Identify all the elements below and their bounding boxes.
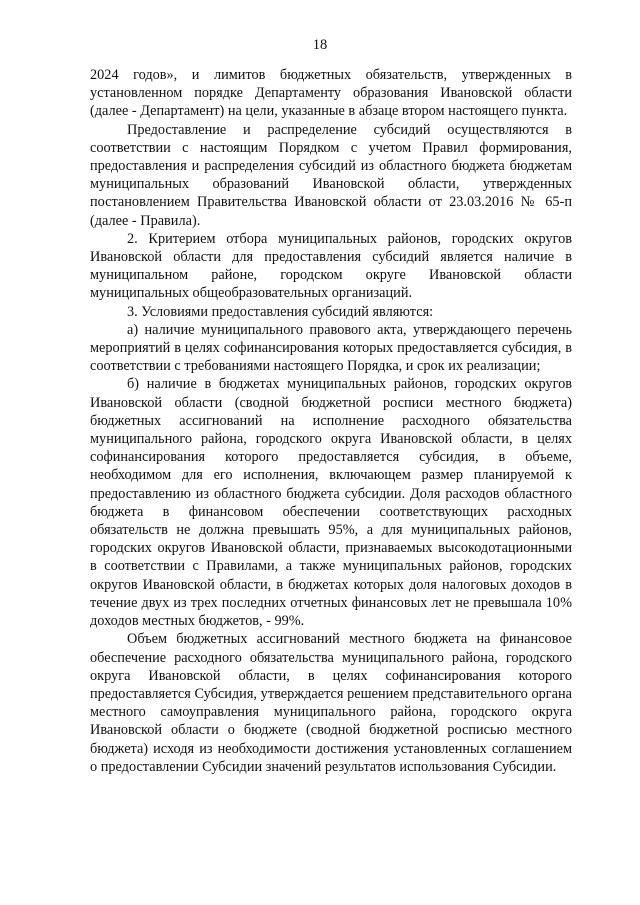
paragraph-budget-allocation: Объем бюджетных ассигнований местного бюджета на финансовое обеспечение расходного обязательства муниципального района, городского округа Ивановской области, в целях софинансирования которого предоставляется Субсидия, утверждается решением представительного органа местного самоуправления муниципального района, городского округа Ивановской области о бюджете (сводной бюджетной росписью местного бюджета) исходя из необходимости достижения установленных соглашением о предоставлении Субсидии значений результатов использования Субсидии. [90, 631, 572, 775]
paragraph-conditions-heading: 3. Условиями предоставления субсидий являются: [127, 303, 434, 320]
paragraph-continuation: 2024 годов», и лимитов бюджетных обязательств, утвержденных в установленном порядке Департаменту образования Ивановской области (далее - Департамент) на цели, указанные в абзаце втором настоящего пункта. [90, 67, 572, 120]
paragraph-subsidy-distribution: Предоставление и распределение субсидий осуществляются в соответствии с настоящим Порядком с учетом Правил формирования, предоставления и распределения субсидий из областного бюджета бюджетам муниципальных образований Ивановской области, утвержденных постановлением Правительства Ивановской области от 23.03.2016 № 65-п (далее - Правила). [90, 121, 572, 229]
paragraph-selection-criterion: 2. Критерием отбора муниципальных районов, городских округов Ивановской области для предоставления субсидий является наличие в муниципальном районе, городском округе Ивановской области муниципальных общеобразовательных организаций. [90, 230, 572, 302]
paragraph-condition-b: б) наличие в бюджетах муниципальных районов, городских округов Ивановской области (сводной бюджетной росписи местного бюджета) бюджетных ассигнований на исполнение расходного обязательства муниципального района, городского округа Ивановской области, в целях софинансирования которого предоставляется субсидия, в объеме, необходимом для его исполнения, включающем размер планируемой к предоставлению из областного бюджета субсидии. Доля расходов областного бюджета в финансовом обеспечении соответствующих расходных обязательств не должна превышать 95%, а для муниципальных районов, городских округов Ивановской области, признаваемых высокодотационными в соответствии с Правилами, а также муниципальных районов, городских округов Ивановской области, в бюджетах которых доля налоговых доходов в течение двух из трех последних отчетных финансовых лет не превышала 10% доходов местных бюджетов, - 99%. [90, 376, 572, 630]
paragraph-condition-a: а) наличие муниципального правового акта, утверждающего перечень мероприятий в целях софинансирования которых предоставляется субсидия, в соответствии с требованиями настоящего Порядка, и срок их реализации; [90, 321, 572, 375]
document-body [90, 66, 572, 776]
page-number: 18 [312, 37, 328, 53]
